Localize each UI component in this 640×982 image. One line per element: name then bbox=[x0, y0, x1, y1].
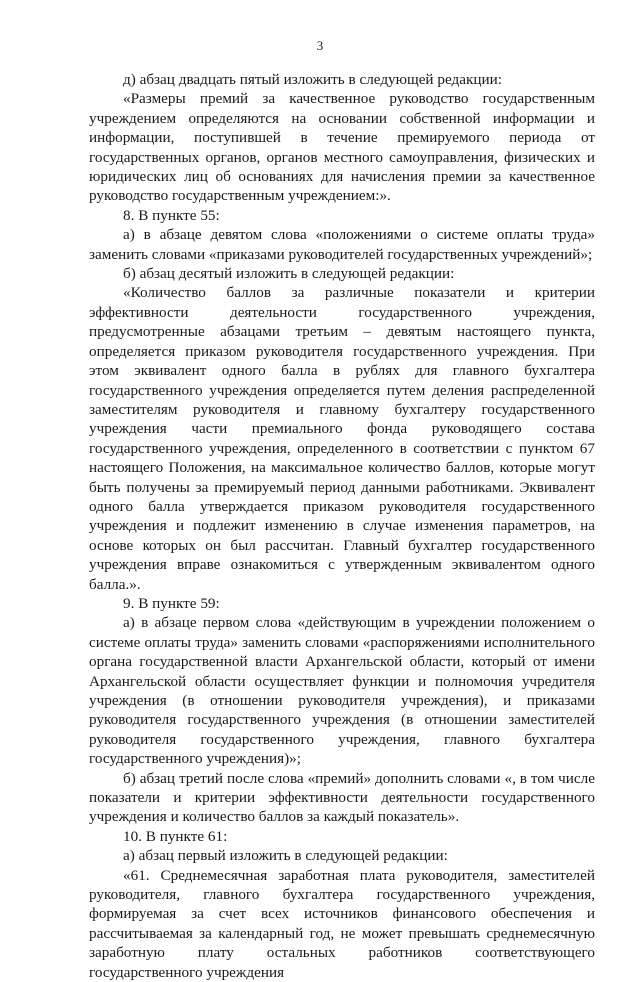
paragraph: а) в абзаце девятом слова «положениями о системе оплаты труда» заменить словами «приказами руководителей государственных учреждений»; bbox=[89, 226, 595, 263]
paragraph: «61. Среднемесячная заработная плата руководителя, заместителей руководителя, главного бухгалтера государственного учреждения, формируемая за счет всех источников финансового обеспечения и рассчитываемая за календарный год, не может превышать среднемесячную заработную плату остальных работников соответствующего государственного учреждения bbox=[89, 866, 595, 981]
paragraph: 10. В пункте 61: bbox=[123, 827, 228, 845]
paragraph: 9. В пункте 59: bbox=[123, 594, 220, 612]
paragraph: «Размеры премий за качественное руководство государственным учреждением определяются на основании собственной информации и информации, поступившей в течение премируемого периода от государственных органов, органов местного самоуправления, физических и юридических лиц об основаниях для начисления премии за качественное руководство государственным учреждением:». bbox=[89, 90, 595, 205]
document-body bbox=[89, 70, 595, 982]
paragraph: а) в абзаце первом слова «действующим в учреждении положением о системе оплаты труда» заменить словами «распоряжениями исполнительного органа государственной власти Архангельской области, который от имени Архангельской области осуществляет функции и полномочия учредителя учреждения (в отношении руководителя учреждения), и приказами руководителя государственного учреждения (в отношении заместителей руководителя государственного учреждения, главного бухгалтера государственного учреждения)»; bbox=[89, 614, 595, 768]
page-number: 3 bbox=[316, 38, 324, 53]
paragraph: «Количество баллов за различные показатели и критерии эффективности деятельности государственного учреждения, предусмотренные абзацами третьим – девятым настоящего пункта, определяется приказом руководителя государственного учреждения. При этом эквивалент одного балла в рублях для главного бухгалтера государственного учреждения определяется путем деления распределенной заместителям руководителя и главному бухгалтеру государственного учреждения части премиального фонда руководящего состава государственного учреждения, определенного в соответствии с пунктом 67 настоящего Положения, на максимальное количество баллов, которые могут быть получены за премируемый период данными работниками. Эквивалент одного балла утверждается приказом руководителя государственного учреждения и подлежит изменению в случае изменения параметров, на основе которых он был рассчитан. Главный бухгалтер государственного учреждения вправе ознакомиться с утвержденным эквивалентом одного балла.». bbox=[89, 284, 595, 593]
paragraph: а) абзац первый изложить в следующей редакции: bbox=[123, 847, 448, 865]
paragraph: б) абзац третий после слова «премий» дополнить словами «, в том числе показатели и критерии эффективности деятельности государственного учреждения и количество баллов за каждый показатель». bbox=[89, 769, 595, 826]
paragraph: д) абзац двадцать пятый изложить в следующей редакции: bbox=[123, 71, 502, 88]
paragraph: б) абзац десятый изложить в следующей редакции: bbox=[123, 265, 455, 283]
paragraph: 8. В пункте 55: bbox=[123, 206, 220, 224]
